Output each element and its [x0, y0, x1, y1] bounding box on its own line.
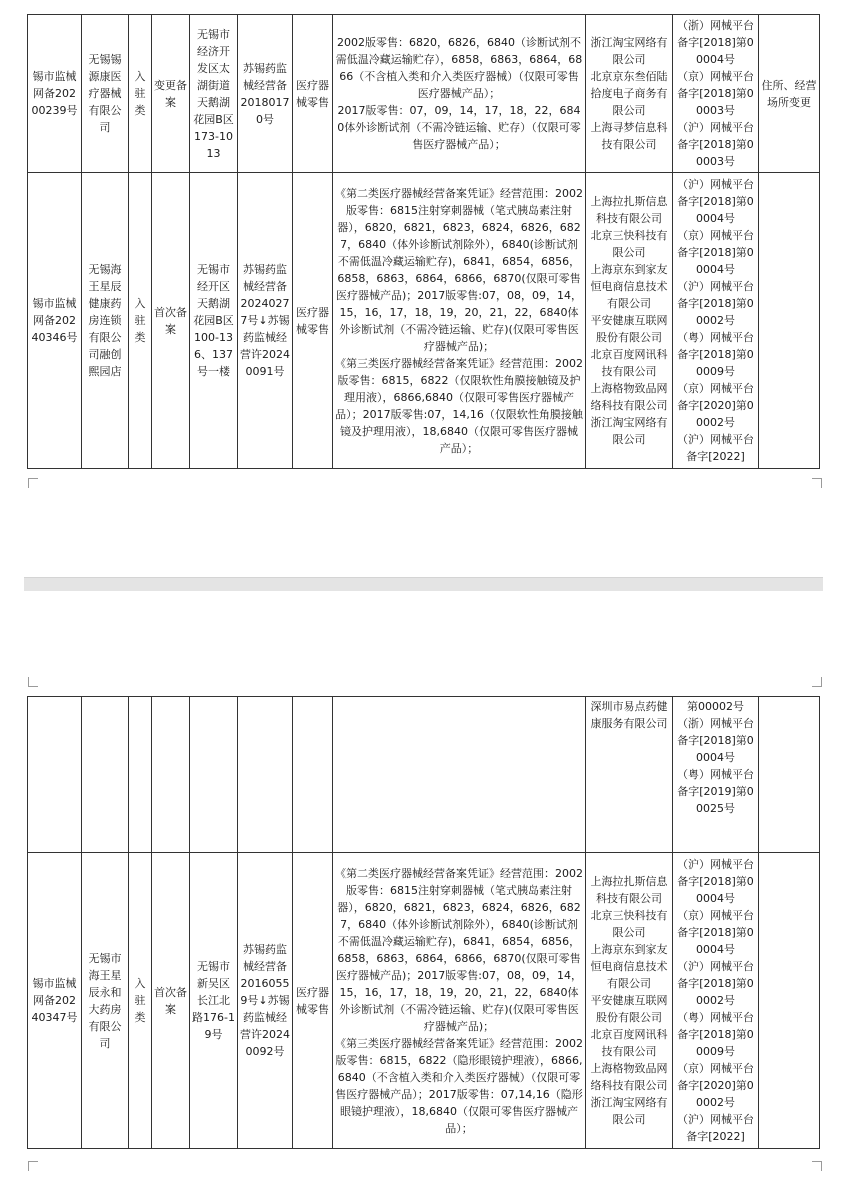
platform-license: （沪）网械平台备字[2018]第00004号	[677, 858, 754, 905]
platform-license: （粤）网械平台备字[2018]第00009号	[677, 1011, 754, 1058]
empty-cell	[28, 697, 82, 853]
scope-paragraph: 《第二类医疗器械经营备案凭证》经营范围：2002版零售：6815注射穿刺器械（笔式胰岛素注射器），6820，6821，6823，6824，6826，6827，6840（体外诊断试剂除外），6840(诊断试剂不需低温冷藏运输贮存)，6841，6854，6856，6858，6863，6864，6866，6870(仅限可零售医疗器械产品)；2017版零售:07，08，09，14，15，16，17，18，19，20，21，22，6840体外诊断试剂（不需冷链运输、贮存)(仅限可零售医疗器械产品)；	[335, 186, 583, 353]
platform-name: 平安健康互联网股份有限公司	[590, 314, 668, 344]
address: 无锡市新吴区长江北路176-19号	[190, 853, 238, 1149]
platform-license: （沪）网械平台备字[2018]第00003号	[677, 121, 754, 168]
platform-name: 北京百度网讯科技有限公司	[590, 1028, 668, 1058]
platform-license: 第00002号	[687, 700, 744, 713]
remark	[759, 853, 820, 1149]
empty-cell	[759, 697, 820, 853]
empty-cell	[238, 697, 293, 853]
platform-name: 浙江淘宝网络有限公司	[590, 36, 668, 66]
filing-number: 锡市监械网备20200239号	[28, 15, 82, 173]
business-scope	[333, 15, 586, 173]
table-row	[28, 697, 820, 853]
entry-kind: 入驻类	[129, 15, 152, 173]
platform-license: （粤）网械平台备字[2019]第00025号	[677, 768, 754, 815]
table-row	[28, 173, 820, 469]
empty-cell	[293, 697, 333, 853]
table-row	[28, 15, 820, 173]
platform-name: 上海京东到家友恒电商信息技术有限公司	[590, 263, 668, 310]
license-number: 苏锡药监械经营备20180170号	[238, 15, 293, 173]
company-name: 无锡海王星辰健康药房连锁有限公司融创熙园店	[82, 173, 129, 469]
scope-paragraph: 《第三类医疗器械经营备案凭证》经营范围：2002版零售：6815，6822（隐形眼镜护理液），6866,6840（不含植入类和介入类医疗器械）（仅限可零售医疗器械产品）；2017版零售：07,14,16（隐形眼镜护理液），18,6840（仅限可零售医疗器械产品）；	[335, 1036, 583, 1135]
crop-mark	[812, 677, 822, 687]
filing-number: 锡市监械网备20240347号	[28, 853, 82, 1149]
platform-license: （浙）网械平台备字[2018]第00004号	[677, 19, 754, 66]
filing-type: 首次备案	[152, 173, 190, 469]
platform-license-list	[673, 173, 759, 469]
crop-mark	[812, 1161, 822, 1171]
platform-name: 上海寻梦信息科技有限公司	[590, 121, 668, 151]
platform-name: 平安健康互联网股份有限公司	[590, 994, 668, 1024]
platform-license: （沪）网械平台备字[2018]第00002号	[677, 960, 754, 1007]
platform-list	[586, 15, 673, 173]
platform-license: （京）网械平台备字[2018]第00004号	[677, 229, 754, 276]
platform-license: （沪）网械平台备字[2022]	[677, 433, 754, 463]
address: 无锡市经开区天鹅湖花园B区100-136、137号一楼	[190, 173, 238, 469]
platform-license: （粤）网械平台备字[2018]第00009号	[677, 331, 754, 378]
crop-mark	[28, 478, 38, 488]
crop-mark	[28, 677, 38, 687]
filing-type: 变更备案	[152, 15, 190, 173]
filing-table-page-1	[27, 14, 820, 469]
business-scope	[333, 853, 586, 1149]
entry-kind: 入驻类	[129, 173, 152, 469]
platform-name: 上海拉扎斯信息科技有限公司	[590, 875, 668, 905]
platform-name: 上海格物致品网络科技有限公司浙江淘宝网络有限公司	[590, 382, 668, 446]
scope-paragraph: 2017版零售：07，09，14，17，18，22，6840体外诊断试剂（不需冷链运输、贮存）（仅限可零售医疗器械产品）；	[337, 104, 581, 151]
filing-table-page-2	[27, 696, 820, 1149]
platform-name: 北京三快科技有限公司	[590, 229, 668, 259]
platform-name: 北京三快科技有限公司	[590, 909, 668, 939]
empty-cell	[190, 697, 238, 853]
document-page-1	[0, 0, 841, 577]
platform-list	[586, 173, 673, 469]
platform-name: 深圳市易点药健康服务有限公司	[590, 700, 668, 730]
platform-license: （沪）网械平台备字[2022]	[677, 1113, 754, 1143]
empty-cell	[152, 697, 190, 853]
empty-cell	[333, 697, 586, 853]
license-number: 苏锡药监械经营备20160559号↓苏锡药监械经营许20240092号	[238, 853, 293, 1149]
platform-list	[586, 697, 673, 853]
filing-number: 锡市监械网备20240346号	[28, 173, 82, 469]
company-name: 无锡市海王星辰永和大药房有限公司	[82, 853, 129, 1149]
entry-kind: 入驻类	[129, 853, 152, 1149]
remark	[759, 173, 820, 469]
empty-cell	[129, 697, 152, 853]
platform-name: 上海格物致品网络科技有限公司浙江淘宝网络有限公司	[590, 1062, 668, 1126]
address: 无锡市经济开发区太湖街道天鹅湖花园B区173-1013	[190, 15, 238, 173]
crop-mark	[28, 1161, 38, 1171]
platform-license-list	[673, 15, 759, 173]
platform-license: （沪）网械平台备字[2018]第00002号	[677, 280, 754, 327]
remark: 住所、经营场所变更	[759, 15, 820, 173]
scope-paragraph: 《第三类医疗器械经营备案凭证》经营范围：2002版零售：6815，6822（仅限软性角膜接触镜及护理用液），6866,6840（仅限可零售医疗器械产品）；2017版零售:07，14,16（仅限软性角膜接触镜及护理用液），18,6840（仅限可零售医疗器械产品）；	[335, 356, 583, 455]
filing-type: 首次备案	[152, 853, 190, 1149]
scope-paragraph: 2002版零售：6820，6826，6840（诊断试剂不需低温冷藏运输贮存），6858，6863，6864，6866（不含植入类和介入类医疗器械）（仅限可零售医疗器械产品）；	[335, 36, 583, 100]
document-page-2	[0, 591, 841, 1201]
scope-paragraph: 《第二类医疗器械经营备案凭证》经营范围：2002版零售：6815注射穿刺器械（笔式胰岛素注射器），6820，6821，6823，6824，6826，6827，6840（体外诊断试剂除外），6840(诊断试剂不需低温冷藏运输贮存)，6841，6854，6856，6858，6863，6864，6866，6870(仅限可零售医疗器械产品)；2017版零售:07，08，09，14，15，16，17，18，19，20，21，22，6840体外诊断试剂（不需冷链运输、贮存)(仅限可零售医疗器械产品)；	[335, 866, 583, 1033]
platform-license: （京）网械平台备字[2020]第00002号	[677, 1062, 754, 1109]
platform-name: 上海拉扎斯信息科技有限公司	[590, 195, 668, 225]
platform-license-list	[673, 697, 759, 853]
table-row	[28, 853, 820, 1149]
platform-list	[586, 853, 673, 1149]
platform-license-list	[673, 853, 759, 1149]
business-category: 医疗器械零售	[293, 173, 333, 469]
platform-license: （京）网械平台备字[2018]第00003号	[677, 70, 754, 117]
empty-cell	[82, 697, 129, 853]
company-name: 无锡锡源康医疗器械有限公司	[82, 15, 129, 173]
platform-name: 北京京东叁佰陆拾度电子商务有限公司	[590, 70, 668, 117]
platform-license: （浙）网械平台备字[2018]第00004号	[677, 717, 754, 764]
crop-mark	[812, 478, 822, 488]
platform-license: （沪）网械平台备字[2018]第00004号	[677, 178, 754, 225]
platform-name: 上海京东到家友恒电商信息技术有限公司	[590, 943, 668, 990]
license-number: 苏锡药监械经营备20240277号↓苏锡药监械经营许20240091号	[238, 173, 293, 469]
platform-license: （京）网械平台备字[2018]第00004号	[677, 909, 754, 956]
platform-name: 北京百度网讯科技有限公司	[590, 348, 668, 378]
business-scope	[333, 173, 586, 469]
platform-license: （京）网械平台备字[2020]第00002号	[677, 382, 754, 429]
business-category: 医疗器械零售	[293, 15, 333, 173]
business-category: 医疗器械零售	[293, 853, 333, 1149]
